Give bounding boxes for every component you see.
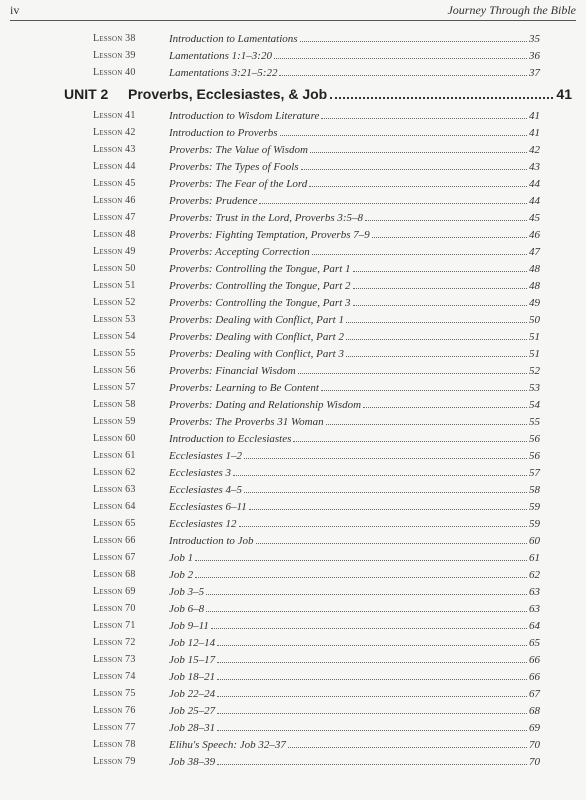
dot-leader xyxy=(233,467,527,476)
dot-leader xyxy=(206,586,527,595)
dot-leader xyxy=(274,50,527,59)
lesson-entry xyxy=(169,365,540,377)
lesson-label: Lesson 68 xyxy=(93,569,136,580)
lesson-title: Job 22–24 xyxy=(169,687,216,700)
toc-entry[interactable] xyxy=(0,464,586,481)
lesson-title: Ecclesiastes 12 xyxy=(169,517,237,530)
lesson-page: 52 xyxy=(529,364,540,377)
lesson-page: 41 xyxy=(529,126,540,139)
dot-leader xyxy=(195,552,527,561)
lesson-page: 70 xyxy=(529,738,540,751)
lesson-title: Job 1 xyxy=(169,551,194,564)
lesson-title: Proverbs: Accepting Correction xyxy=(169,245,310,258)
lesson-page: 48 xyxy=(529,262,540,275)
lesson-title: Job 6–8 xyxy=(169,602,205,615)
toc-entry[interactable] xyxy=(0,447,586,464)
lesson-page: 35 xyxy=(529,32,540,45)
toc-entry[interactable] xyxy=(0,260,586,277)
toc-entry[interactable] xyxy=(0,396,586,413)
lesson-label: Lesson 48 xyxy=(93,229,136,240)
lesson-title: Proverbs: Dealing with Conflict, Part 1 xyxy=(169,313,344,326)
lesson-page: 59 xyxy=(529,500,540,513)
lesson-label: Lesson 50 xyxy=(93,263,136,274)
lesson-page: 51 xyxy=(529,330,540,343)
toc-entry[interactable] xyxy=(0,566,586,583)
toc-entry[interactable] xyxy=(0,243,586,260)
dot-leader xyxy=(321,382,527,391)
dot-leader xyxy=(217,756,527,765)
toc-entry[interactable] xyxy=(0,362,586,379)
lesson-label: Lesson 72 xyxy=(93,637,136,648)
dot-leader xyxy=(312,246,527,255)
lesson-entry xyxy=(169,671,540,683)
dot-leader xyxy=(372,229,527,238)
dot-leader xyxy=(310,144,527,153)
toc-entry[interactable] xyxy=(0,209,586,226)
lesson-title: Proverbs: Controlling the Tongue, Part 2 xyxy=(169,279,351,292)
toc-entry[interactable] xyxy=(0,413,586,430)
lesson-page: 37 xyxy=(529,66,540,79)
lesson-page: 51 xyxy=(529,347,540,360)
lesson-title: Proverbs: Financial Wisdom xyxy=(169,364,296,377)
lesson-page: 55 xyxy=(529,415,540,428)
dot-leader xyxy=(239,518,527,527)
lesson-title: Proverbs: Fighting Temptation, Proverbs 7–9 xyxy=(169,228,370,241)
dot-leader xyxy=(363,399,527,408)
toc-entry[interactable] xyxy=(0,294,586,311)
lesson-page: 66 xyxy=(529,670,540,683)
lesson-entry xyxy=(169,50,540,62)
toc-entry[interactable] xyxy=(0,47,586,64)
toc-entry[interactable] xyxy=(0,277,586,294)
lessons-before-unit xyxy=(0,30,586,81)
lesson-entry xyxy=(169,705,540,717)
toc-entry[interactable] xyxy=(0,430,586,447)
lesson-label: Lesson 73 xyxy=(93,654,136,665)
lesson-title: Job 9–11 xyxy=(169,619,209,632)
lesson-entry xyxy=(169,178,540,190)
lesson-label: Lesson 66 xyxy=(93,535,136,546)
toc-entry[interactable] xyxy=(0,736,586,753)
dot-leader xyxy=(244,484,527,493)
lesson-page: 49 xyxy=(529,296,540,309)
dot-leader xyxy=(353,297,528,306)
toc-entry[interactable] xyxy=(0,549,586,566)
lesson-title: Proverbs: Dealing with Conflict, Part 2 xyxy=(169,330,344,343)
lesson-title: Proverbs: The Value of Wisdom xyxy=(169,143,308,156)
page-number: iv xyxy=(10,3,20,17)
toc-entry[interactable] xyxy=(0,532,586,549)
toc-entry[interactable] xyxy=(0,515,586,532)
toc-entry[interactable] xyxy=(0,583,586,600)
lesson-label: Lesson 79 xyxy=(93,756,136,767)
lesson-entry xyxy=(169,314,540,326)
lesson-entry xyxy=(169,603,540,615)
lesson-entry xyxy=(169,229,540,241)
lesson-label: Lesson 76 xyxy=(93,705,136,716)
lesson-entry xyxy=(169,501,540,513)
lesson-title: Lamentations 1:1–3:20 xyxy=(169,49,272,62)
lesson-label: Lesson 65 xyxy=(93,518,136,529)
lesson-entry xyxy=(169,382,540,394)
lesson-label: Lesson 55 xyxy=(93,348,136,359)
lesson-page: 65 xyxy=(529,636,540,649)
lesson-title: Proverbs: Learning to Be Content xyxy=(169,381,319,394)
toc-entry[interactable] xyxy=(0,311,586,328)
lesson-page: 50 xyxy=(529,313,540,326)
lesson-title: Job 15–17 xyxy=(169,653,216,666)
toc-entry[interactable] xyxy=(0,617,586,634)
lesson-label: Lesson 56 xyxy=(93,365,136,376)
lesson-title: Job 38–39 xyxy=(169,755,216,768)
lesson-entry xyxy=(169,654,540,666)
dot-leader xyxy=(249,501,527,510)
dot-leader xyxy=(309,178,527,187)
lesson-page: 43 xyxy=(529,160,540,173)
toc-entry[interactable] xyxy=(0,226,586,243)
dot-leader xyxy=(321,110,527,119)
toc-entry[interactable] xyxy=(0,328,586,345)
dot-leader xyxy=(244,450,527,459)
lesson-page: 64 xyxy=(529,619,540,632)
lesson-entry xyxy=(169,280,540,292)
dot-leader xyxy=(217,688,527,697)
lesson-page: 60 xyxy=(529,534,540,547)
lesson-page: 68 xyxy=(529,704,540,717)
lesson-entry xyxy=(169,195,540,207)
dot-leader xyxy=(217,705,527,714)
lesson-label: Lesson 75 xyxy=(93,688,136,699)
lesson-title: Job 18–21 xyxy=(169,670,216,683)
lesson-page: 59 xyxy=(529,517,540,530)
lesson-entry xyxy=(169,722,540,734)
lesson-label: Lesson 74 xyxy=(93,671,136,682)
lesson-entry xyxy=(169,67,540,79)
lesson-page: 62 xyxy=(529,568,540,581)
lesson-title: Proverbs: The Types of Fools xyxy=(169,160,299,173)
lesson-label: Lesson 63 xyxy=(93,484,136,495)
book-title: Journey Through the Bible xyxy=(447,3,576,17)
lesson-entry xyxy=(169,450,540,462)
lesson-title: Introduction to Wisdom Literature xyxy=(169,109,320,122)
dot-leader xyxy=(353,263,528,272)
dot-leader xyxy=(346,348,527,357)
toc-entry[interactable] xyxy=(0,668,586,685)
lesson-label: Lesson 44 xyxy=(93,161,136,172)
toc-entry[interactable] xyxy=(0,124,586,141)
lesson-title: Ecclesiastes 3 xyxy=(169,466,232,479)
toc-entry[interactable] xyxy=(0,702,586,719)
lesson-page: 67 xyxy=(529,687,540,700)
lesson-page: 69 xyxy=(529,721,540,734)
toc-entry[interactable] xyxy=(0,498,586,515)
lesson-page: 42 xyxy=(529,143,540,156)
lesson-label: Lesson 67 xyxy=(93,552,136,563)
dot-leader xyxy=(279,67,527,76)
lesson-entry xyxy=(169,433,540,445)
toc-entry[interactable] xyxy=(0,379,586,396)
toc-entry[interactable] xyxy=(0,107,586,124)
lesson-label: Lesson 59 xyxy=(93,416,136,427)
lesson-page: 63 xyxy=(529,602,540,615)
lesson-page: 53 xyxy=(529,381,540,394)
toc-entry[interactable] xyxy=(0,753,586,770)
lesson-entry xyxy=(169,467,540,479)
lesson-label: Lesson 43 xyxy=(93,144,136,155)
lesson-label: Lesson 54 xyxy=(93,331,136,342)
lesson-label: Lesson 52 xyxy=(93,297,136,308)
lesson-entry xyxy=(169,144,540,156)
toc-entry[interactable] xyxy=(0,685,586,702)
lesson-entry xyxy=(169,620,540,632)
lesson-title: Job 3–5 xyxy=(169,585,205,598)
toc-entry[interactable] xyxy=(0,719,586,736)
lesson-page: 47 xyxy=(529,245,540,258)
lesson-entry xyxy=(169,161,540,173)
lesson-title: Introduction to Job xyxy=(169,534,254,547)
toc-entry[interactable] xyxy=(0,634,586,651)
dot-leader xyxy=(211,620,527,629)
lesson-entry xyxy=(169,331,540,343)
lesson-title: Proverbs: Controlling the Tongue, Part 1 xyxy=(169,262,351,275)
lesson-page: 56 xyxy=(529,449,540,462)
dot-leader xyxy=(300,33,527,42)
lesson-title: Proverbs: Dating and Relationship Wisdom xyxy=(169,398,362,411)
lesson-page: 45 xyxy=(529,211,540,224)
lesson-page: 48 xyxy=(529,279,540,292)
lesson-page: 63 xyxy=(529,585,540,598)
dot-leader xyxy=(353,280,528,289)
lesson-entry xyxy=(169,586,540,598)
lesson-label: Lesson 47 xyxy=(93,212,136,223)
lesson-entry xyxy=(169,110,540,122)
dot-leader xyxy=(293,433,527,442)
dot-leader xyxy=(330,87,553,99)
lesson-entry xyxy=(169,246,540,258)
toc-entry[interactable] xyxy=(0,64,586,81)
lesson-label: Lesson 70 xyxy=(93,603,136,614)
lesson-title: Proverbs: Prudence xyxy=(169,194,258,207)
lesson-label: Lesson 42 xyxy=(93,127,136,138)
toc-entry[interactable] xyxy=(0,30,586,47)
dot-leader xyxy=(301,161,527,170)
dot-leader xyxy=(195,569,527,578)
lesson-label: Lesson 58 xyxy=(93,399,136,410)
lesson-entry xyxy=(169,739,540,751)
lesson-title: Introduction to Proverbs xyxy=(169,126,278,139)
lesson-entry xyxy=(169,127,540,139)
lesson-entry xyxy=(169,688,540,700)
dot-leader xyxy=(259,195,527,204)
lesson-page: 44 xyxy=(529,177,540,190)
dot-leader xyxy=(217,637,527,646)
dot-leader xyxy=(326,416,527,425)
toc-entry[interactable] xyxy=(0,141,586,158)
lesson-label: Lesson 38 xyxy=(93,33,136,44)
lesson-label: Lesson 45 xyxy=(93,178,136,189)
lesson-page: 44 xyxy=(529,194,540,207)
lesson-entry xyxy=(169,33,540,45)
dot-leader xyxy=(217,654,527,663)
lesson-title: Job 25–27 xyxy=(169,704,216,717)
lesson-label: Lesson 64 xyxy=(93,501,136,512)
lesson-label: Lesson 41 xyxy=(93,110,136,121)
lesson-label: Lesson 69 xyxy=(93,586,136,597)
toc-entry[interactable] xyxy=(0,651,586,668)
lesson-title: Job 12–14 xyxy=(169,636,216,649)
unit-entry xyxy=(128,86,572,102)
lesson-page: 58 xyxy=(529,483,540,496)
page-header xyxy=(10,0,576,21)
lesson-title: Ecclesiastes 1–2 xyxy=(169,449,243,462)
lesson-entry xyxy=(169,212,540,224)
lesson-title: Proverbs: Trust in the Lord, Proverbs 3:5–8 xyxy=(169,211,364,224)
dot-leader xyxy=(298,365,527,374)
toc-entry[interactable] xyxy=(0,192,586,209)
dot-leader xyxy=(280,127,527,136)
lesson-title: Ecclesiastes 6–11 xyxy=(169,500,247,513)
lesson-page: 66 xyxy=(529,653,540,666)
lesson-entry xyxy=(169,518,540,530)
dot-leader xyxy=(346,314,527,323)
lesson-title: Proverbs: The Proverbs 31 Woman xyxy=(169,415,324,428)
lesson-label: Lesson 57 xyxy=(93,382,136,393)
lesson-entry xyxy=(169,756,540,768)
lesson-page: 56 xyxy=(529,432,540,445)
unit-title: Proverbs, Ecclesiastes, & Job xyxy=(128,86,328,102)
lesson-page: 36 xyxy=(529,49,540,62)
toc-entry[interactable] xyxy=(0,345,586,362)
lesson-entry xyxy=(169,416,540,428)
lesson-title: Proverbs: The Fear of the Lord xyxy=(169,177,308,190)
lesson-title: Job 2 xyxy=(169,568,194,581)
lesson-page: 61 xyxy=(529,551,540,564)
lesson-label: Lesson 61 xyxy=(93,450,136,461)
toc-entry[interactable] xyxy=(0,175,586,192)
lesson-label: Lesson 51 xyxy=(93,280,136,291)
lesson-title: Ecclesiastes 4–5 xyxy=(169,483,243,496)
lesson-entry xyxy=(169,484,540,496)
unit-page: 41 xyxy=(556,86,572,102)
lesson-label: Lesson 71 xyxy=(93,620,136,631)
table-of-contents xyxy=(0,30,586,770)
dot-leader xyxy=(346,331,527,340)
lesson-entry xyxy=(169,552,540,564)
lesson-entry xyxy=(169,569,540,581)
dot-leader xyxy=(217,671,527,680)
lesson-entry xyxy=(169,637,540,649)
lesson-page: 57 xyxy=(529,466,540,479)
lesson-label: Lesson 39 xyxy=(93,50,136,61)
toc-entry[interactable] xyxy=(0,600,586,617)
lesson-label: Lesson 62 xyxy=(93,467,136,478)
dot-leader xyxy=(217,722,527,731)
lesson-title: Proverbs: Controlling the Tongue, Part 3 xyxy=(169,296,351,309)
lesson-label: Lesson 53 xyxy=(93,314,136,325)
lesson-entry xyxy=(169,348,540,360)
lesson-title: Elihu's Speech: Job 32–37 xyxy=(169,738,286,751)
lesson-label: Lesson 78 xyxy=(93,739,136,750)
lesson-title: Proverbs: Dealing with Conflict, Part 3 xyxy=(169,347,344,360)
lesson-title: Introduction to Ecclesiastes xyxy=(169,432,292,445)
lesson-entry xyxy=(169,297,540,309)
lesson-title: Job 28–31 xyxy=(169,721,216,734)
lesson-label: Lesson 49 xyxy=(93,246,136,257)
unit-label: UNIT 2 xyxy=(64,86,109,102)
dot-leader xyxy=(256,535,527,544)
lesson-label: Lesson 40 xyxy=(93,67,136,78)
lesson-entry xyxy=(169,399,540,411)
lesson-entry xyxy=(169,263,540,275)
lesson-entry xyxy=(169,535,540,547)
lesson-page: 41 xyxy=(529,109,540,122)
dot-leader xyxy=(206,603,527,612)
lesson-page: 54 xyxy=(529,398,540,411)
lessons-list xyxy=(0,107,586,770)
dot-leader xyxy=(288,739,527,748)
lesson-title: Lamentations 3:21–5:22 xyxy=(169,66,278,79)
lesson-label: Lesson 77 xyxy=(93,722,136,733)
toc-entry[interactable] xyxy=(0,158,586,175)
lesson-label: Lesson 60 xyxy=(93,433,136,444)
toc-entry[interactable] xyxy=(0,481,586,498)
lesson-page: 70 xyxy=(529,755,540,768)
unit-heading[interactable] xyxy=(0,81,586,107)
lesson-page: 46 xyxy=(529,228,540,241)
lesson-label: Lesson 46 xyxy=(93,195,136,206)
dot-leader xyxy=(365,212,527,221)
lesson-title: Introduction to Lamentations xyxy=(169,32,298,45)
